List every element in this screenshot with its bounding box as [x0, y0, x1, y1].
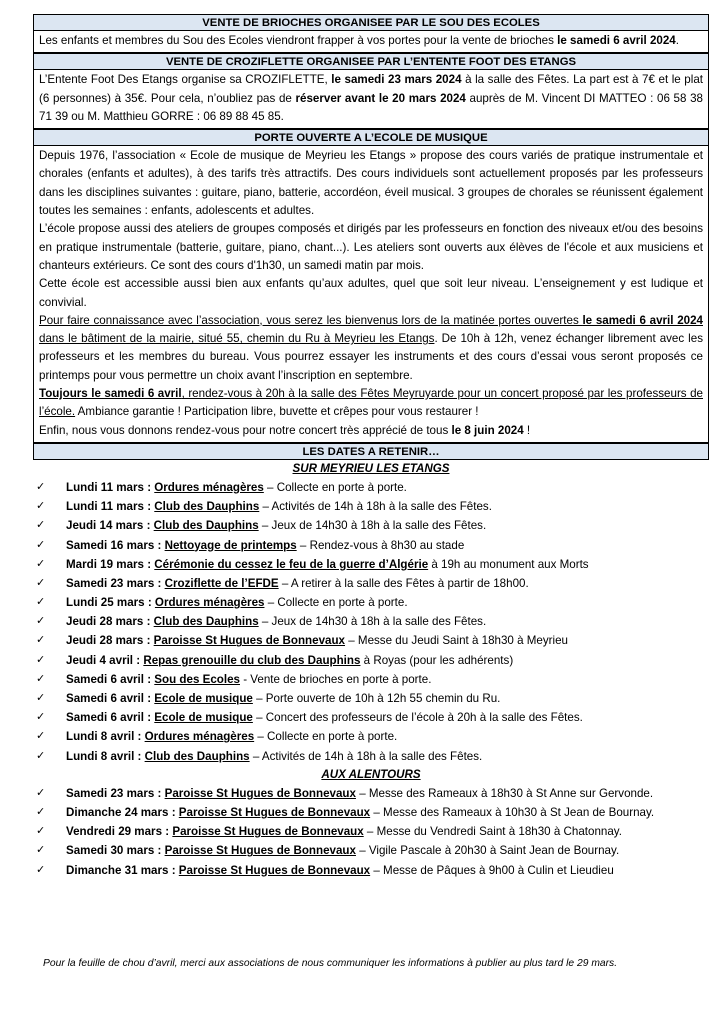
- date-entry: [66, 841, 619, 860]
- date-separator: :: [133, 653, 144, 667]
- date-list-item: [33, 861, 709, 880]
- musique-p4-date: le samedi 6 avril 2024: [582, 313, 703, 327]
- organizer-label: Sou des Ecoles: [154, 672, 240, 686]
- checkmark-icon: ✓: [36, 634, 46, 647]
- date-separator: :: [143, 634, 154, 648]
- checkmark-icon: ✓: [36, 480, 46, 493]
- musique-p6-end: !: [523, 423, 531, 437]
- date-label: Lundi 25 mars: [66, 596, 145, 610]
- date-label: Jeudi 4 avril: [66, 653, 134, 667]
- event-details: – Collecte en porte à porte.: [254, 730, 398, 744]
- croziflette-date: le samedi 23 mars 2024: [331, 73, 462, 87]
- date-label: Mardi 19 mars: [66, 557, 144, 571]
- checkmark-icon: ✓: [36, 692, 46, 704]
- date-list-item: [33, 689, 709, 708]
- date-label: Jeudi 28 mars: [66, 634, 144, 648]
- date-separator: :: [154, 538, 165, 552]
- subheading-meyrieu: SUR MEYRIEU LES ETANGS: [292, 461, 450, 475]
- organizer-label: Repas grenouille du club des Dauphins: [143, 653, 361, 667]
- date-separator: :: [168, 863, 179, 877]
- organizer-label: Paroisse St Hugues de Bonnevaux: [178, 805, 371, 819]
- croziflette-paragraph: [39, 71, 703, 126]
- date-separator: :: [154, 786, 165, 800]
- organizer-label: Club des Dauphins: [144, 749, 250, 763]
- date-list-item: [33, 631, 709, 650]
- event-details: – Activités de 14h à 18h à la salle des Fêtes.: [259, 500, 492, 514]
- organizer-label: Paroisse St Hugues de Bonnevaux: [153, 634, 346, 648]
- musique-p6-date: le 8 juin 2024: [451, 423, 524, 437]
- checkmark-icon: ✓: [36, 863, 46, 876]
- date-list-item: [33, 822, 709, 841]
- checkmark-icon: ✓: [36, 538, 46, 551]
- date-list-item: [33, 555, 709, 574]
- checkmark-icon: ✓: [36, 730, 46, 743]
- organizer-label: Ordures ménagères: [154, 596, 265, 610]
- date-separator: :: [143, 500, 155, 514]
- date-list-item: [33, 727, 709, 746]
- date-entry: [66, 822, 622, 841]
- checkmark-icon: ✓: [36, 672, 46, 685]
- date-label: Samedi 23 mars: [66, 576, 155, 590]
- croziflette-text-1: L’Entente Foot Des Etangs organise sa CROZIFLETTE,: [39, 73, 332, 87]
- date-separator: :: [143, 519, 154, 533]
- date-entry: [66, 497, 492, 516]
- event-details: - Vente de brioches en porte à porte.: [240, 672, 432, 686]
- event-details: – Collecte en porte à porte.: [263, 480, 407, 494]
- organizer-label: Paroisse St Hugues de Bonnevaux: [164, 786, 356, 800]
- organizer-label: Ordures ménagères: [154, 480, 264, 494]
- date-label: Samedi 16 mars: [66, 538, 155, 552]
- date-entry: [66, 631, 568, 650]
- date-label: Jeudi 14 mars: [66, 519, 144, 533]
- section-body-brioches: [33, 31, 709, 53]
- musique-paragraph-1: Depuis 1976, l’association « Ecole de musique de Meyrieu les Etangs » propose des cours variés de pratique instrumentale et chorales (enfants et adultes), à des tarifs très attractifs. Des cours individuels sont actuellement proposés par les professeurs dans les disciplines suivantes : guitare, piano, batterie, accordéon, éveil musical. 3 groupes de chorales se réunissent également toutes les semaines : enfants, adolescents et adultes.: [39, 149, 703, 218]
- date-separator: :: [144, 596, 155, 610]
- date-separator: :: [143, 672, 155, 686]
- checkmark-icon: ✓: [36, 576, 46, 589]
- musique-p5-rest: Ambiance garantie ! Participation libre, buvette et crêpes pour vous restaurer !: [75, 405, 479, 419]
- musique-p5-date: Toujours le samedi 6 avril: [39, 387, 182, 401]
- date-entry: [66, 747, 482, 766]
- date-entry: [66, 574, 529, 593]
- subheading-alentours: AUX ALENTOURS: [321, 767, 421, 781]
- date-entry: [66, 708, 583, 727]
- event-details: – Rendez-vous à 8h30 au stade: [296, 538, 465, 552]
- organizer-label: Croziflette de l’EFDE: [164, 576, 279, 590]
- date-list-item: [33, 574, 709, 593]
- dates-list-alentours: [33, 784, 709, 880]
- date-separator: :: [143, 711, 155, 725]
- date-separator: :: [168, 805, 179, 819]
- event-details: – Messe de Pâques à 9h00 à Culin et Lieudieu: [370, 863, 614, 877]
- date-separator: :: [154, 844, 165, 858]
- checkmark-icon: ✓: [36, 711, 46, 724]
- checkmark-icon: ✓: [36, 615, 46, 628]
- date-label: Samedi 6 avril: [66, 672, 144, 686]
- date-label: Samedi 6 avril: [66, 692, 144, 705]
- croziflette-deadline: réserver avant le 20 mars 2024: [295, 91, 466, 105]
- organizer-label: Club des Dauphins: [154, 500, 260, 514]
- event-details: – Activités de 14h à 18h à la salle des Fêtes.: [249, 749, 483, 763]
- musique-paragraph-3: Cette école est accessible aussi bien aux enfants qu’aux adultes, quel que soit leur niveau. L’enseignement y est ludique et convivial.: [39, 277, 703, 309]
- date-entry: [66, 689, 500, 708]
- event-details: – A retirer à la salle des Fêtes à partir de 18h00.: [278, 576, 529, 590]
- date-list-item: [33, 478, 709, 497]
- date-list-item: [33, 612, 709, 631]
- footer-note: Pour la feuille de chou d’avril, merci aux associations de nous communiquer les informations à publier au plus tard le 29 mars.: [43, 958, 618, 969]
- date-list-item: [33, 708, 709, 727]
- event-details: – Messe des Rameaux à 18h30 à St Anne sur Gervonde.: [355, 786, 654, 800]
- section-body-croziflette: [33, 70, 709, 129]
- date-label: Vendredi 29 mars: [66, 825, 163, 839]
- event-details: – Messe du Vendredi Saint à 18h30 à Chatonnay.: [363, 825, 622, 839]
- checkmark-icon: ✓: [36, 596, 46, 609]
- date-separator: :: [134, 730, 145, 744]
- date-separator: :: [134, 749, 145, 763]
- date-list-item: [33, 803, 709, 822]
- date-list-item: [33, 784, 709, 803]
- brioches-end: .: [675, 34, 679, 47]
- date-list-item: [33, 497, 709, 516]
- date-label: Dimanche 31 mars: [66, 863, 169, 877]
- date-separator: :: [154, 576, 165, 590]
- date-label: Samedi 6 avril: [66, 711, 144, 725]
- checkmark-icon: ✓: [36, 557, 46, 570]
- date-list-item: [33, 651, 709, 670]
- checkmark-icon: ✓: [36, 519, 46, 532]
- croziflette-text-2: à la salle des Fêtes. La part est à 7€ et le plat (6 personnes) à 35€. Pour cela, n’oubliez pas de: [39, 73, 703, 105]
- organizer-label: Paroisse St Hugues de Bonnevaux: [172, 825, 364, 839]
- organizer-label: Paroisse St Hugues de Bonnevaux: [178, 863, 371, 877]
- organizer-label: Ordures ménagères: [144, 730, 255, 744]
- musique-paragraph-6: [39, 422, 703, 440]
- musique-p4-rest: . De 10h à 12h, venez échanger librement avec les professeurs et les membres du bureau. Vous pourrez essayer les instruments et des cours d’essai vous seront proposés ce printemps pour vous permettre un choix avant l’inscription en septembre.: [39, 332, 703, 382]
- checkmark-icon: ✓: [36, 500, 46, 513]
- section-header-croziflette: VENTE DE CROZIFLETTE ORGANISEE PAR L’ENTENTE FOOT DES ETANGS: [33, 53, 709, 70]
- date-label: Samedi 30 mars: [66, 844, 155, 858]
- musique-p4-text: Pour faire connaissance avec l’association, vous serez les bienvenus lors de la matinée portes ouvertes: [39, 313, 583, 327]
- date-list-item: [33, 536, 709, 555]
- musique-p5-text: , rendez-vous à 20h à la salle des Fêtes Meyruyarde pour un concert proposé par les professeurs de l’école.: [39, 387, 703, 419]
- brioches-text: Les enfants et membres du Sou des Ecoles viendront frapper à vos portes pour la vente de brioches: [39, 34, 558, 47]
- organizer-label: Club des Dauphins: [153, 519, 259, 533]
- event-details: – Messe du Jeudi Saint à 18h30 à Meyrieu: [345, 634, 569, 648]
- date-label: Jeudi 28 mars: [66, 615, 144, 629]
- organizer-label: Paroisse St Hugues de Bonnevaux: [164, 844, 356, 858]
- date-label: Dimanche 24 mars: [66, 805, 169, 819]
- date-entry: [66, 478, 407, 497]
- date-list-item: [33, 516, 709, 535]
- date-separator: :: [143, 615, 154, 629]
- date-entry: [66, 612, 486, 631]
- musique-p4-place: dans le bâtiment de la mairie, situé 55, chemin du Ru à Meyrieu les Etangs: [39, 332, 435, 346]
- organizer-label: Cérémonie du cessez le feu de la guerre d’Algérie: [154, 557, 429, 571]
- date-list-item: [33, 747, 709, 766]
- date-entry: [66, 803, 654, 822]
- date-entry: [66, 516, 486, 535]
- date-separator: :: [143, 557, 155, 571]
- event-details: – Messe des Rameaux à 10h30 à St Jean de Bournay.: [370, 805, 655, 819]
- checkmark-icon: ✓: [36, 844, 46, 857]
- event-details: – Concert des professeurs de l’école à 20h à la salle des Fêtes.: [252, 711, 583, 725]
- croziflette-contacts: auprès de M. Vincent DI MATTEO : 06 58 38 71 39 ou M. Matthieu GORRE : 06 89 88 45 85.: [39, 91, 703, 123]
- section-header-musique: PORTE OUVERTE A L’ECOLE DE MUSIQUE: [33, 129, 709, 146]
- event-details: – Jeux de 14h30 à 18h à la salle des Fêtes.: [258, 615, 487, 629]
- date-entry: [66, 670, 431, 689]
- musique-paragraph-4: [39, 312, 703, 385]
- musique-paragraph-2: L’école propose aussi des ateliers de groupes composés et dirigés par les professeurs en fonction des niveaux et/ou des besoins en pratique instrumentale (batterie, guitare, piano, chant...). Les ateliers sont ouverts aux élèves de l'école et aux musiciens et chanteurs extérieurs. Ce sont des cours d'1h30, un samedi matin par mois.: [39, 222, 703, 272]
- event-details: – Porte ouverte de 10h à 12h 55 chemin du Ru.: [252, 692, 501, 705]
- dates-list-meyrieu: [33, 478, 709, 766]
- newsletter-page: [33, 14, 709, 880]
- date-list-item: [33, 593, 709, 612]
- organizer-label: Club des Dauphins: [153, 615, 259, 629]
- section-body-musique: [33, 146, 709, 443]
- date-list-item: [33, 841, 709, 860]
- event-details: – Vigile Pascale à 20h30 à Saint Jean de Bournay.: [355, 844, 620, 858]
- brioches-paragraph: [39, 32, 703, 50]
- event-details: – Collecte en porte à porte.: [264, 596, 408, 610]
- date-entry: [66, 861, 614, 880]
- musique-paragraph-5: [39, 385, 703, 422]
- event-details: à 19h au monument aux Morts: [428, 557, 589, 571]
- date-label: Lundi 8 avril: [66, 749, 135, 763]
- date-separator: :: [143, 480, 155, 494]
- date-label: Lundi 11 mars: [66, 480, 144, 494]
- organizer-label: Ecole de musique: [154, 711, 253, 725]
- date-label: Lundi 11 mars: [66, 500, 144, 514]
- musique-p6-text: Enfin, nous vous donnons rendez-vous pour notre concert très apprécié de tous: [39, 423, 452, 437]
- date-entry: [66, 593, 408, 612]
- checkmark-icon: ✓: [36, 786, 46, 799]
- organizer-label: Ecole de musique: [154, 692, 253, 705]
- checkmark-icon: ✓: [36, 749, 46, 762]
- section-header-dates: LES DATES A RETENIR…: [33, 443, 709, 460]
- section-header-brioches: VENTE DE BRIOCHES ORGANISEE PAR LE SOU DES ECOLES: [33, 14, 709, 31]
- date-entry: [66, 651, 513, 670]
- event-details: – Jeux de 14h30 à 18h à la salle des Fêtes.: [258, 519, 487, 533]
- checkmark-icon: ✓: [36, 825, 46, 838]
- date-entry: [66, 727, 397, 746]
- date-label: Samedi 23 mars: [66, 786, 155, 800]
- checkmark-icon: ✓: [36, 805, 46, 818]
- date-entry: [66, 784, 653, 803]
- event-details: à Royas (pour les adhérents): [360, 653, 514, 667]
- date-separator: :: [143, 692, 155, 705]
- date-label: Lundi 8 avril: [66, 730, 135, 744]
- date-entry: [66, 536, 464, 555]
- checkmark-icon: ✓: [36, 653, 46, 666]
- date-entry: [66, 555, 589, 574]
- brioches-date: le samedi 6 avril 2024: [557, 34, 676, 47]
- organizer-label: Nettoyage de printemps: [164, 538, 297, 552]
- date-separator: :: [162, 825, 173, 839]
- date-list-item: [33, 670, 709, 689]
